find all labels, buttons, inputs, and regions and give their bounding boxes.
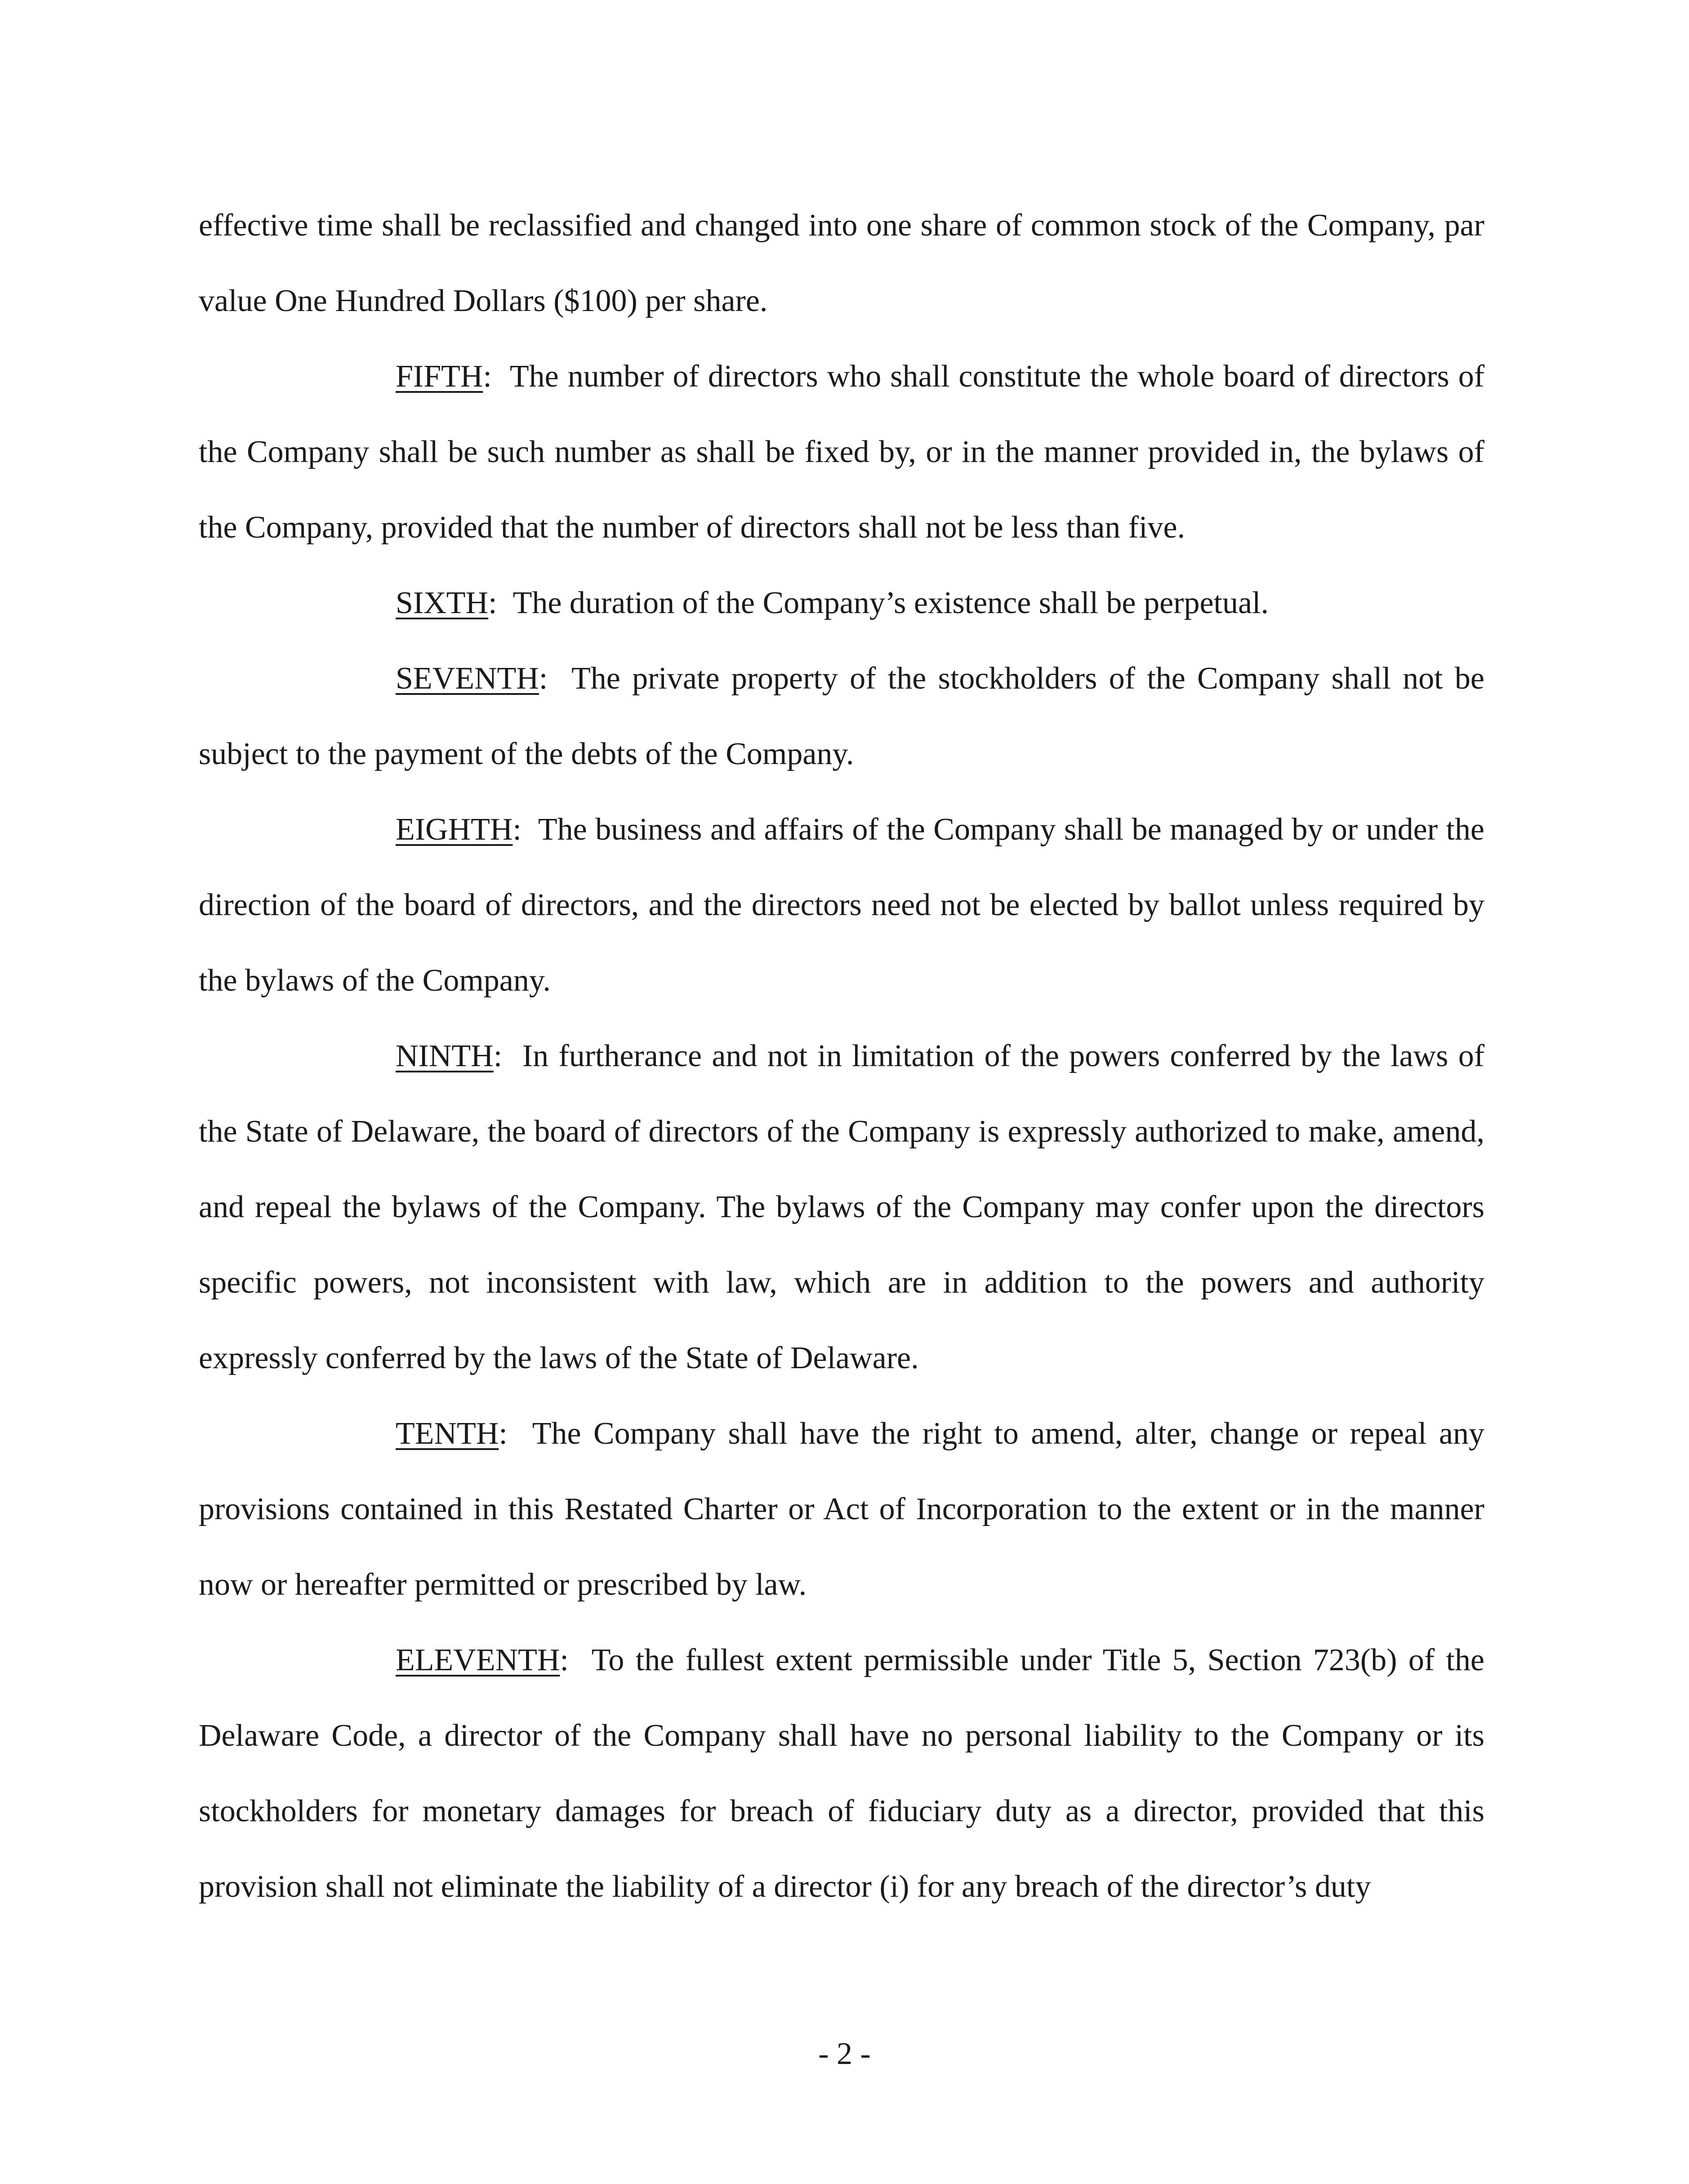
paragraph-fifth [199, 339, 1484, 565]
article-heading: EIGHTH [396, 812, 513, 847]
paragraph-sixth [199, 565, 1484, 641]
document-body [199, 188, 1484, 1925]
heading-separator: : [488, 586, 497, 620]
paragraph-text: The private property of the stockholders of the Company shall not be subject to the payment of the debts of the Company. [199, 661, 1484, 771]
paragraph-text: The business and affairs of the Company shall be managed by or under the direction of the board of directors, and the directors need not be elected by ballot unless required by the bylaws of the Company. [199, 812, 1484, 998]
paragraph-continuation [199, 188, 1484, 339]
heading-separator: : [560, 1643, 569, 1677]
article-heading: SIXTH [396, 586, 489, 620]
article-heading: SEVENTH [396, 661, 539, 696]
article-heading: TENTH [396, 1416, 499, 1451]
heading-separator: : [499, 1416, 508, 1451]
heading-separator: : [512, 812, 521, 847]
heading-separator: : [483, 359, 492, 394]
paragraph-text: effective time shall be reclassified and changed into one share of common stock of the Company, par value One Hundred Dollars ($100) per share. [199, 208, 1484, 318]
paragraph-text: To the fullest extent permissible under Title 5, Section 723(b) of the Delaware Code, a director of the Company shall have no personal liability to the Company or its stockholders for monetary damages for breach of fiduciary duty as a director, provided that this provision shall not eliminate the liability of a director (i) for any breach of the director’s duty [199, 1643, 1485, 1904]
paragraph-text: The Company shall have the right to amend, alter, change or repeal any provisions contained in this Restated Charter or Act of Incorporation to the extent or in the manner now or hereafter permitted or prescribed by law. [199, 1416, 1484, 1602]
paragraph-tenth [199, 1396, 1484, 1623]
paragraph-seventh [199, 641, 1484, 792]
paragraph-eleventh [199, 1623, 1484, 1925]
paragraph-eighth [199, 792, 1484, 1019]
paragraph-ninth [199, 1019, 1484, 1396]
paragraph-text: In furtherance and not in limitation of the powers conferred by the laws of the State of Delaware, the board of directors of the Company is expressly authorized to make, amend, and repeal the bylaws of the Company. The bylaws of the Company may confer upon the directors specific powers, not inconsistent with law, which are in addition to the powers and authority expressly conferred by the laws of the State of Delaware. [199, 1039, 1485, 1375]
article-heading: NINTH [396, 1039, 494, 1073]
heading-separator: : [539, 661, 548, 696]
article-heading: ELEVENTH [396, 1643, 560, 1677]
page-number: - 2 - [818, 2037, 871, 2071]
heading-separator: : [493, 1039, 503, 1073]
paragraph-text: The duration of the Company’s existence shall be perpetual. [512, 586, 1269, 620]
article-heading: FIFTH [396, 359, 483, 394]
paragraph-text: The number of directors who shall constitute the whole board of directors of the Company shall be such number as shall be fixed by, or in the manner provided in, the bylaws of the Company, provided that the number of directors shall not be less than five. [199, 359, 1484, 545]
